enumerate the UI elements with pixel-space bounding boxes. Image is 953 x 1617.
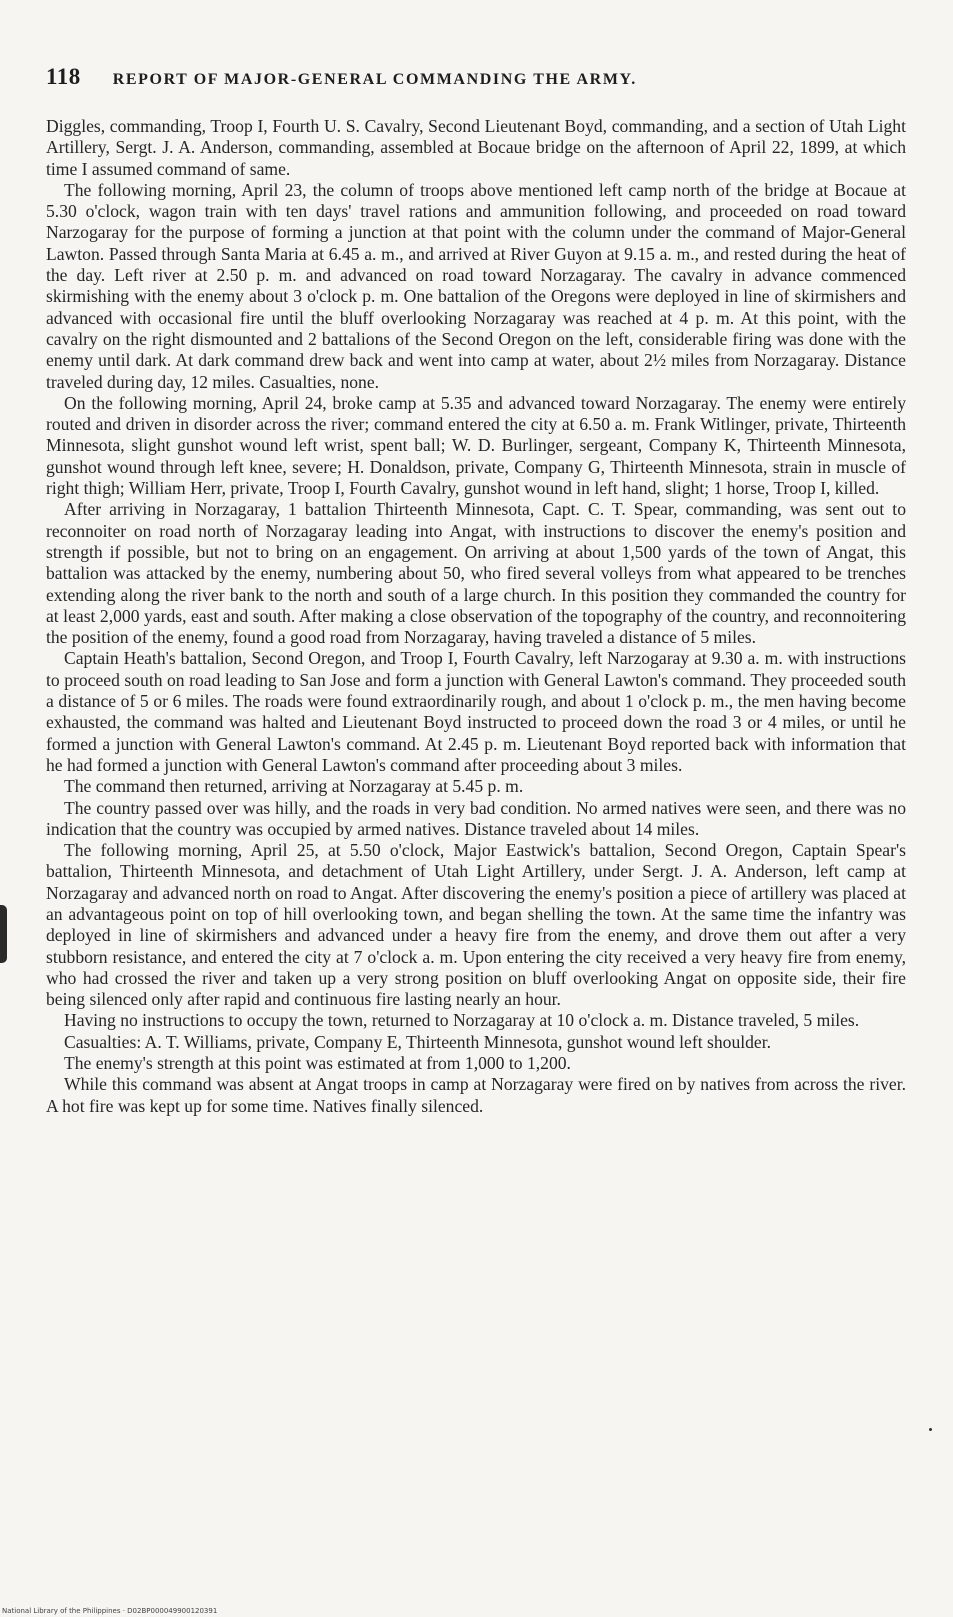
paragraph-4: After arriving in Norzagaray, 1 battalion Thirteenth Minnesota, Capt. C. T. Spear, commanding, was sent out to reconnoiter on road north of Norzagaray leading into Angat, with instructions to discover the enemy's position and strength if possible, but not to bring on an engagement. On arriving at about 1,500 yards of the town of Angat, this battalion was attacked by the enemy, numbering about 50, who fired several volleys from what appeared to be trenches extending along the river bank to the north and south of a large church. In this position they commanded the country for at least 2,000 yards, east and south. After making a close observation of the topography of the country, and reconnoitering the position of the enemy, found a good road from Norzagaray, having traveled a distance of 5 miles. <box>46 499 906 648</box>
paragraph-5: Captain Heath's battalion, Second Oregon, and Troop I, Fourth Cavalry, left Narzogaray at 9.30 a. m. with instructions to proceed south on road leading to San Jose and form a junction with General Lawton's command. They proceeded south a distance of 5 or 6 miles. The roads were found extraordinarily rough, and about 1 o'clock p. m., the men having become exhausted, the command was halted and Lieutenant Boyd instructed to proceed down the road 3 or 4 miles, or until he formed a junction with General Lawton's command. At 2.45 p. m. Lieutenant Boyd reported back with information that he had formed a junction with General Lawton's command after proceeding about 3 miles. <box>46 648 906 775</box>
paragraph-2: The following morning, April 23, the column of troops above mentioned left camp north of the bridge at Bocaue at 5.30 o'clock, wagon train with ten days' travel rations and ammunition following, and proceeded on road toward Narzogaray for the purpose of forming a junction at that point with the column under the command of Major-General Lawton. Passed through Santa Maria at 6.45 a. m., and arrived at River Guyon at 9.15 a. m., and rested during the heat of the day. Left river at 2.50 p. m. and advanced on road toward Norzagaray. The cavalry in advance commenced skirmishing with the enemy about 3 o'clock p. m. One battalion of the Oregons were deployed in line of skirmishers and advanced with occasional fire until the bluff overlooking Norzagaray was reached at 4 p. m. At this point, with the cavalry on the right dismounted and 2 battalions of the Second Oregon on the left, considerable firing was done with the enemy until dark. At dark command drew back and went into camp at water, about 2½ miles from Norzagaray. Distance traveled during day, 12 miles. Casualties, none. <box>46 179 906 392</box>
paragraph-6: The command then returned, arriving at Norzagaray at 5.45 p. m. <box>64 776 524 797</box>
paragraph-12: While this command was absent at Angat troops in camp at Norzagaray were fired on by natives from across the river. A hot fire was kept up for some time. Natives finally silenced. <box>46 1074 906 1116</box>
page-header <box>46 64 906 90</box>
paragraph-7: The country passed over was hilly, and the roads in very bad condition. No armed natives were seen, and there was no indication that the country was occupied by armed natives. Distance traveled about 14 miles. <box>46 797 906 839</box>
paragraph-9: Having no instructions to occupy the town, returned to Norzagaray at 10 o'clock a. m. Distance traveled, 5 miles. <box>64 1010 860 1031</box>
paragraph-3: On the following morning, April 24, broke camp at 5.35 and advanced toward Norzagaray. The enemy were entirely routed and driven in disorder across the river; command entered the city at 6.50 a. m. Frank Witlinger, private, Thirteenth Minnesota, slight gunshot wound left wrist, spent ball; W. D. Burlinger, sergeant, Company K, Thirteenth Minnesota, gunshot wound through left knee, severe; H. Donaldson, private, Company G, Thirteenth Minnesota, strain in muscle of right thigh; William Herr, private, Troop I, Fourth Cavalry, gunshot wound in left hand, slight; 1 horse, Troop I, killed. <box>46 392 906 499</box>
paragraph-8: The following morning, April 25, at 5.50 o'clock, Major Eastwick's battalion, Second Oregon, Captain Spear's battalion, Thirteenth Minnesota, and detachment of Utah Light Artillery, under Sergt. J. A. Anderson, left camp at Norzagaray and advanced north on road to Angat. After discovering the enemy's position a piece of artillery was placed at an advantageous point on top of hill overlooking town, and began shelling the town. At the same time the infantry was deployed in line of skirmishers and advanced under a heavy fire from the enemy, and drove them out after a very stubborn resistance, and entered the city at 7 o'clock a. m. Upon entering the city received a very heavy fire from enemy, who had crossed the river and taken up a very strong position on bluff overlooking Angat on opposite side, their fire being silenced only after rapid and continuous fire lasting nearly an hour. <box>46 840 906 1010</box>
body-text <box>46 116 906 1117</box>
page-number: 118 <box>46 64 81 89</box>
scan-speck <box>929 1428 932 1431</box>
binding-mark <box>0 905 7 963</box>
paragraph-10: Casualties: A. T. Williams, private, Company E, Thirteenth Minnesota, gunshot wound left shoulder. <box>64 1031 772 1052</box>
paragraph-1: Diggles, commanding, Troop I, Fourth U. S. Cavalry, Second Lieutenant Boyd, commanding, and a section of Utah Light Artillery, Sergt. J. A. Anderson, commanding, assembled at Bocaue bridge on the afternoon of April 22, 1899, at which time I assumed command of same. <box>46 116 906 179</box>
scan-credit: National Library of the Philippines · D02BP000049900120391 <box>2 1607 218 1615</box>
paragraph-11: The enemy's strength at this point was estimated at from 1,000 to 1,200. <box>64 1053 571 1074</box>
running-head: REPORT OF MAJOR-GENERAL COMMANDING THE ARMY. <box>112 71 637 88</box>
